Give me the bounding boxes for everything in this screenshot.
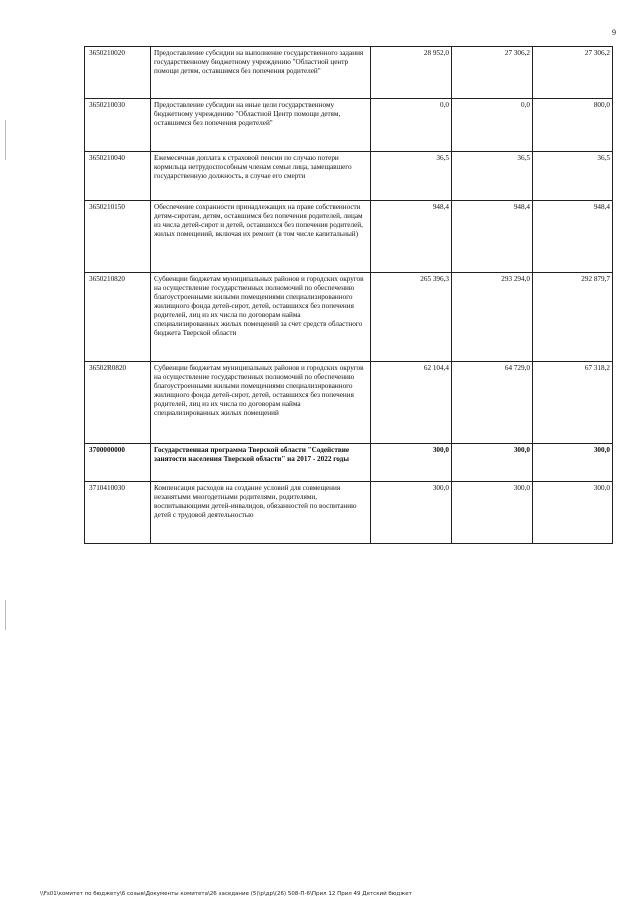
- table-row: [85, 273, 613, 362]
- row-code: 3650210150: [85, 201, 151, 273]
- row-name: Обеспечение сохранности принадлежащих на праве собственности детям-сиротам, детям, оставшимся без попечения родителей, лицам из числа детей-сирот и детей, оставшихся без попечения родителей, жилых помещений, включая их ремонт (в том числе капитальный): [151, 201, 371, 273]
- row-name: Предоставление субсидии на иные цели государственному бюджетному учреждению "Областной Центр помощи детям, оставшимся без попечения родителей": [151, 99, 371, 152]
- row-value-2022: 800,0: [533, 99, 613, 152]
- scan-edge-mark: [5, 120, 6, 160]
- row-value-2021: 64 729,0: [452, 362, 533, 444]
- row-name: Ежемесячная доплата к страховой пенсии по случаю потери кормильца нетрудоспособным членам семьи лица, замещавшего государственную должность, в случае его смерти: [151, 152, 371, 201]
- row-value-2022: 300,0: [533, 482, 613, 544]
- row-code: 3650210020: [85, 47, 151, 99]
- row-value-2021: 293 294,0: [452, 273, 533, 362]
- row-value-2021: 300,0: [452, 482, 533, 544]
- scan-edge-mark: [5, 600, 6, 630]
- row-value-2021: 27 306,2: [452, 47, 533, 99]
- row-name: Предоставление субсидии на выполнение государственного задания государственному бюджетному учреждению "Областной центр помощи детям, оставшимся без попечения родителей": [151, 47, 371, 99]
- budget-table: [84, 46, 613, 544]
- row-value-2022: 67 318,2: [533, 362, 613, 444]
- row-value-2022: 36,5: [533, 152, 613, 201]
- row-code: 3650210040: [85, 152, 151, 201]
- row-value-2020: 62 104,4: [371, 362, 452, 444]
- table-row: [85, 362, 613, 444]
- page-number: 9: [612, 28, 616, 37]
- row-value-2022: 300,0: [533, 444, 613, 482]
- row-code: 3650210030: [85, 99, 151, 152]
- table-row: [85, 482, 613, 544]
- table-row: [85, 152, 613, 201]
- row-value-2022: 292 879,7: [533, 273, 613, 362]
- row-value-2020: 28 952,0: [371, 47, 452, 99]
- row-name: Компенсация расходов на создание условий для совмещения незанятыми многодетными родителями, родителями, воспитывающими детей-инвалидов, обязанностей по воспитанию детей с трудовой деятельностью: [151, 482, 371, 544]
- row-code: 3650210820: [85, 273, 151, 362]
- table-row: [85, 47, 613, 99]
- row-value-2020: 300,0: [371, 482, 452, 544]
- row-value-2022: 27 306,2: [533, 47, 613, 99]
- row-value-2021: 36,5: [452, 152, 533, 201]
- row-name: Субвенции бюджетам муниципальных районов и городских округов на осуществление государственных полномочий по обеспечению благоустроенными жилыми помещениями специализированного жилищного фонда детей-сирот, детей, оставшихся без попечения родителей, лиц из их числа по договорам найма специализированных жилых помещений за счет средств областного бюджета Тверской области: [151, 273, 371, 362]
- row-name: Государственная программа Тверской области "Содействие занятости населения Тверской области" на 2017 - 2022 годы: [151, 444, 371, 482]
- row-value-2021: 948,4: [452, 201, 533, 273]
- row-code: 36502R0820: [85, 362, 151, 444]
- row-name: Субвенции бюджетам муниципальных районов и городских округов на осуществление государственных полномочий по обеспечению благоустроенными жилыми помещениями специализированного жилищного фонда детей-сирот, детей, оставшихся без попечения родителей, лиц из их числа по договорам найма специализированных жилых помещений: [151, 362, 371, 444]
- row-value-2021: 300,0: [452, 444, 533, 482]
- table-row: [85, 99, 613, 152]
- row-value-2020: 265 396,3: [371, 273, 452, 362]
- row-code: 3710410030: [85, 482, 151, 544]
- table-row-program: [85, 444, 613, 482]
- row-value-2020: 948,4: [371, 201, 452, 273]
- row-value-2020: 300,0: [371, 444, 452, 482]
- row-value-2021: 0,0: [452, 99, 533, 152]
- row-value-2020: 0,0: [371, 99, 452, 152]
- footer-file-path: \\Fs01\комитет по бюджету\6 созыв\Документы комитета\26 заседание (5)\р\др\(26) 508-П-6\Прил 12 Прил 49 Детский бюджет: [40, 891, 412, 897]
- table-row: [85, 201, 613, 273]
- row-value-2022: 948,4: [533, 201, 613, 273]
- row-value-2020: 36,5: [371, 152, 452, 201]
- row-code: 3700000000: [85, 444, 151, 482]
